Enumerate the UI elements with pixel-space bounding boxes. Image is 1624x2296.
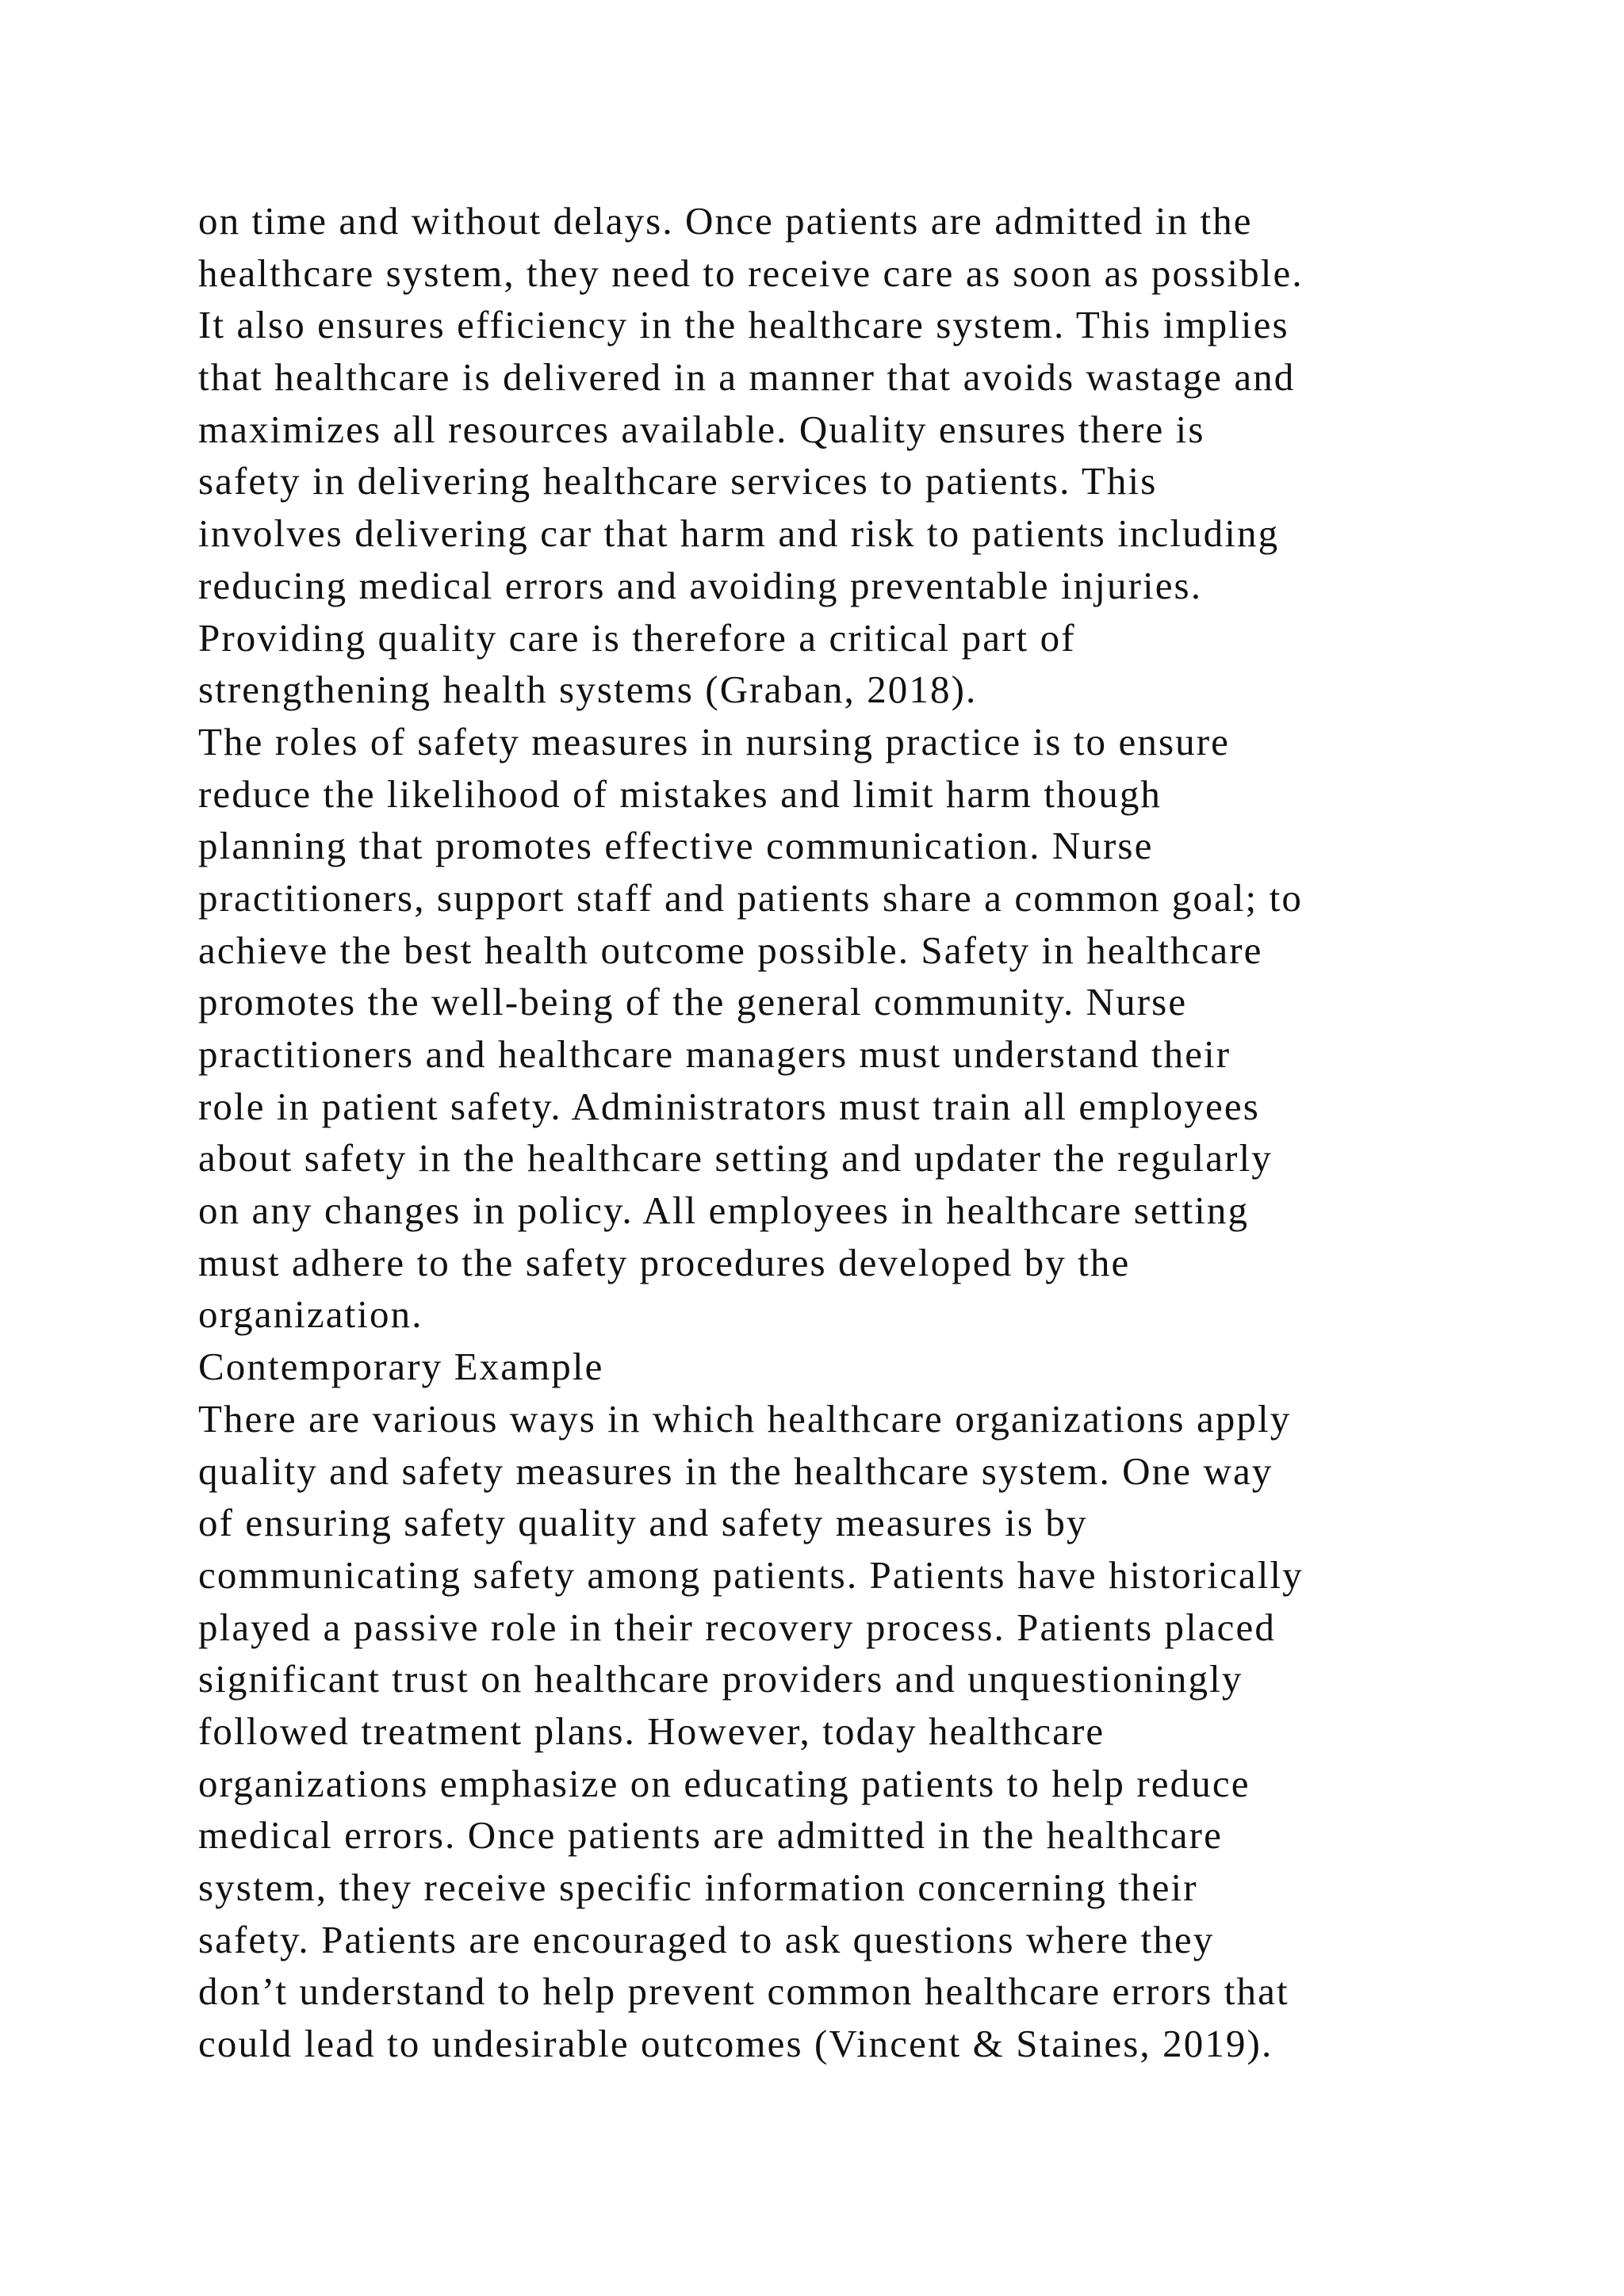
text-line: on any changes in policy. All employees in healthcare setting (198, 1188, 1250, 1233)
text-line: on time and without delays. Once patients are admitted in the (198, 199, 1253, 243)
text-line: healthcare system, they need to receive care as soon as possible. (198, 251, 1304, 295)
text-line: significant trust on healthcare providers and unquestioningly (198, 1657, 1243, 1701)
body-text (198, 195, 1507, 2070)
section-heading: Contemporary Example (198, 1345, 604, 1389)
text-line: reducing medical errors and avoiding preventable injuries. (198, 563, 1203, 607)
text-line: maximizes all resources available. Quality ensures there is (198, 407, 1205, 451)
text-line: reduce the likelihood of mistakes and limit harm though (198, 771, 1162, 816)
text-line: practitioners, support staff and patients share a common goal; to (198, 875, 1303, 920)
text-line: The roles of safety measures in nursing practice is to ensure (198, 719, 1230, 763)
text-line: Providing quality care is therefore a critical part of (198, 615, 1076, 660)
text-line: organizations emphasize on educating patients to help reduce (198, 1761, 1251, 1805)
text-line: medical errors. Once patients are admitted in the healthcare (198, 1813, 1223, 1858)
text-line: safety. Patients are encouraged to ask questions where they (198, 1917, 1215, 1961)
text-line: must adhere to the safety procedures developed by the (198, 1240, 1131, 1284)
text-line: quality and safety measures in the healthcare system. One way (198, 1448, 1274, 1493)
text-line: communicating safety among patients. Patients have historically (198, 1552, 1304, 1597)
text-line: practitioners and healthcare managers must understand their (198, 1032, 1231, 1076)
text-line: don’t understand to help prevent common healthcare errors that (198, 1969, 1289, 2014)
text-line: about safety in the healthcare setting and updater the regularly (198, 1136, 1273, 1181)
text-line: It also ensures efficiency in the healthcare system. This implies (198, 303, 1289, 347)
text-line: promotes the well-being of the general community. Nurse (198, 980, 1188, 1024)
text-line: safety in delivering healthcare services to patients. This (198, 459, 1158, 503)
text-line: could lead to undesirable outcomes (Vincent & Staines, 2019). (198, 2022, 1274, 2066)
text-line: followed treatment plans. However, today healthcare (198, 1709, 1105, 1753)
text-line: achieve the best health outcome possible. Safety in healthcare (198, 928, 1263, 972)
text-line: planning that promotes effective communication. Nurse (198, 824, 1154, 868)
text-line: organization. (198, 1292, 423, 1337)
text-line: There are various ways in which healthcare organizations apply (198, 1396, 1292, 1441)
text-line: that healthcare is delivered in a manner that avoids wastage and (198, 355, 1296, 400)
text-line: strengthening health systems (Graban, 2018). (198, 668, 978, 712)
text-line: system, they receive specific information concerning their (198, 1866, 1198, 1909)
text-line: role in patient safety. Administrators must train all employees (198, 1084, 1260, 1128)
text-line: involves delivering car that harm and risk to patients including (198, 511, 1280, 556)
text-line: played a passive role in their recovery process. Patients placed (198, 1605, 1276, 1649)
text-line: of ensuring safety quality and safety measures is by (198, 1501, 1088, 1545)
